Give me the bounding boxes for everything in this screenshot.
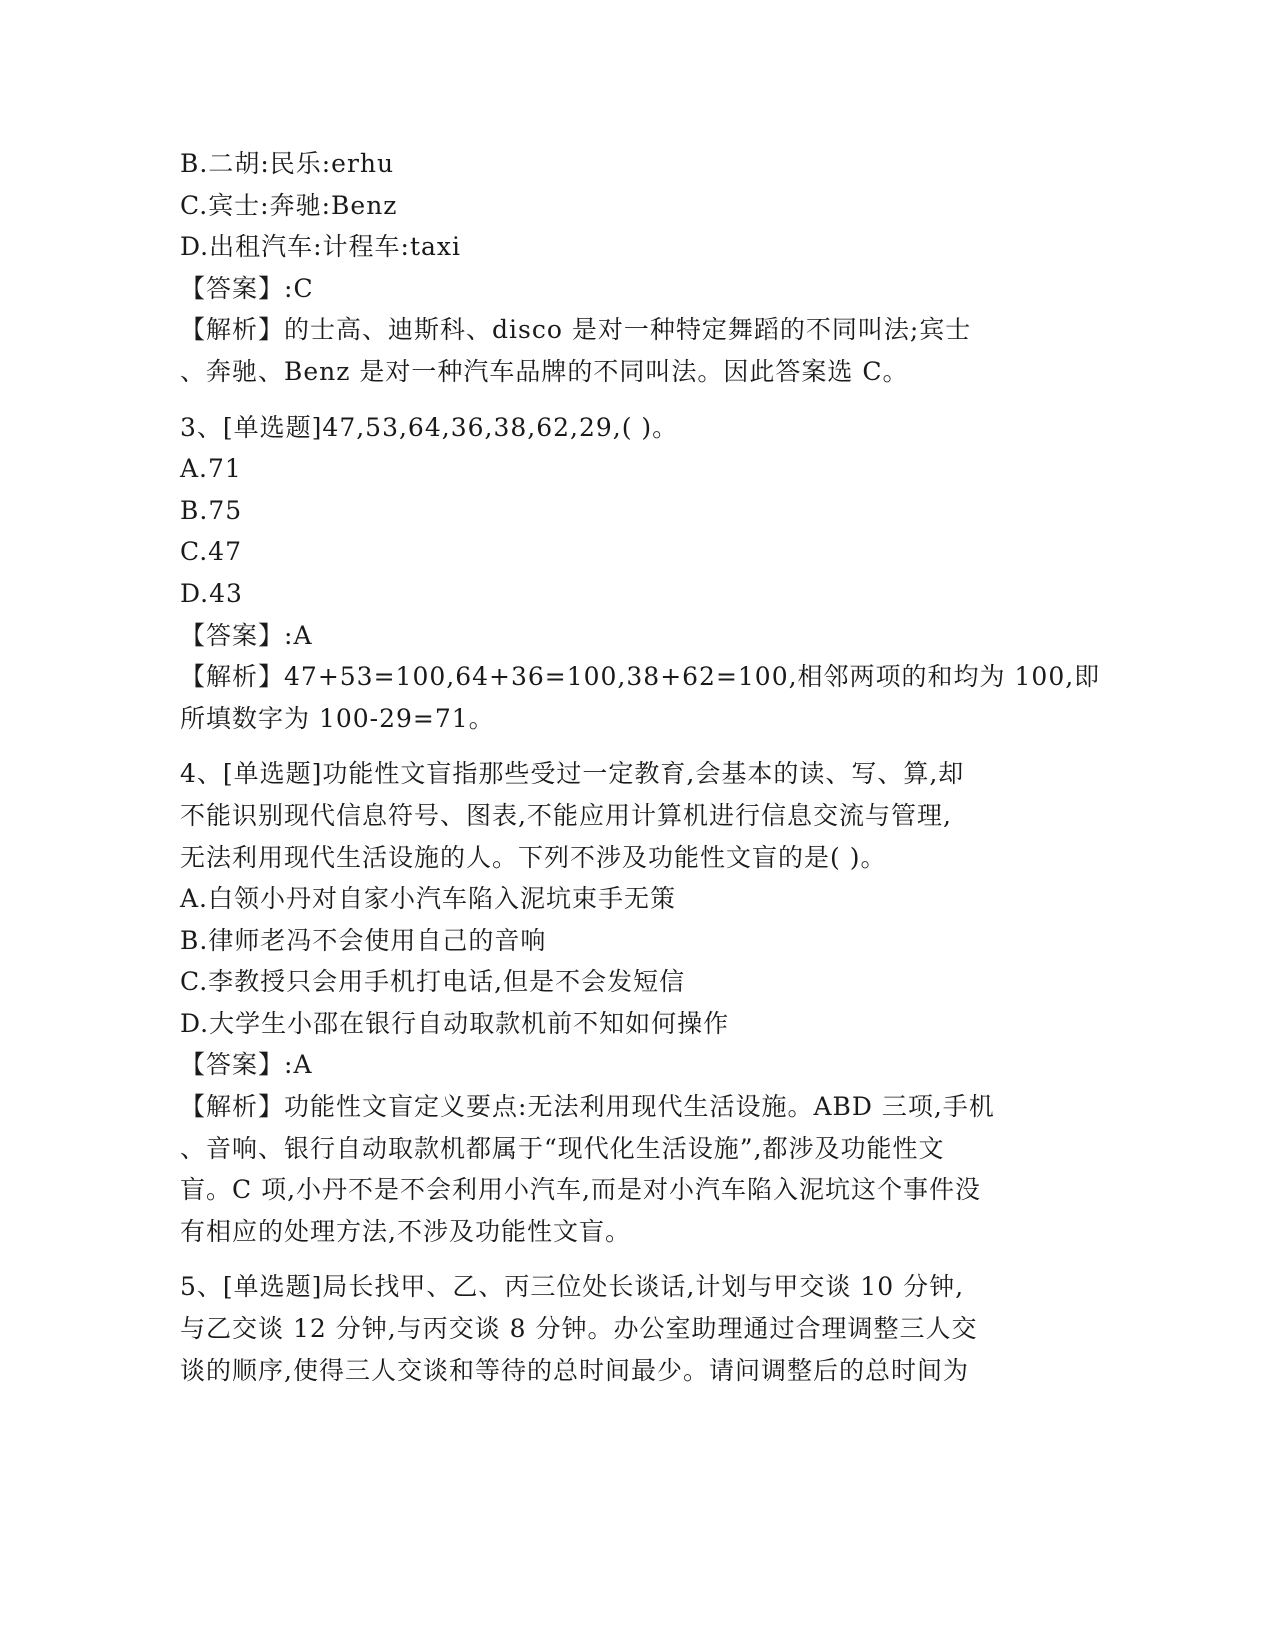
question-3 [180,407,1101,740]
question-stem: 不能识别现代信息符号、图表,不能应用计算机进行信息交流与管理, [180,800,952,830]
analysis-text: 的士高、迪斯科、disco 是对一种特定舞蹈的不同叫法;宾士 [284,315,972,345]
question-2-tail [180,143,1080,393]
option-c: C.李教授只会用手机打电话,但是不会发短信 [180,967,686,997]
analysis-text: 47+53=100,64+36=100,38+62=100,相邻两项的和均为 100,即 [284,662,1101,692]
analysis-line: 、音响、银行自动取款机都属于“现代化生活设施”,都涉及功能性文 [180,1133,945,1163]
question-stem: 与乙交谈 12 分钟,与丙交谈 8 分钟。办公室助理通过合理调整三人交 [180,1314,978,1344]
answer-line [180,1044,1080,1086]
analysis-label: 【解析】 [180,662,285,692]
analysis-line [180,656,1101,698]
answer-line [180,615,1080,657]
answer-label: 【答案】 [180,1050,285,1080]
analysis-label: 【解析】 [180,1092,285,1122]
option-a: A.71 [180,454,242,484]
question-stem: 谈的顺序,使得三人交谈和等待的总时间最少。请问调整后的总时间为 [180,1355,969,1385]
option-d: D.43 [180,578,243,608]
question-stem: 无法利用现代生活设施的人。下列不涉及功能性文盲的是( )。 [180,842,887,872]
answer-value: :C [284,273,314,303]
answer-value: :A [284,620,313,650]
question-4 [180,753,1080,1252]
question-stem: 4、[单选题]功能性文盲指那些受过一定教育,会基本的读、写、算,却 [180,759,965,789]
option-d: D.大学生小邵在银行自动取款机前不知如何操作 [180,1008,730,1038]
answer-label: 【答案】 [180,620,285,650]
analysis-line: 有相应的处理方法,不涉及功能性文盲。 [180,1216,631,1246]
question-5 [180,1266,1080,1391]
option-b: B.75 [180,495,243,525]
option-d: D.出租汽车:计程车:taxi [180,232,461,262]
answer-value: :A [284,1050,313,1080]
option-c: C.宾士:奔驰:Benz [180,190,398,220]
analysis-line: 所填数字为 100-29=71。 [180,703,495,733]
option-b: B.二胡:民乐:erhu [180,149,395,178]
document-page [180,143,1101,1391]
analysis-line [180,309,1080,351]
analysis-label: 【解析】 [180,315,285,345]
answer-line [180,268,1080,310]
option-a: A.白领小丹对自家小汽车陷入泥坑束手无策 [180,884,677,914]
analysis-line: 盲。C 项,小丹不是不会利用小汽车,而是对小汽车陷入泥坑这个事件没 [180,1175,981,1205]
analysis-text: 功能性文盲定义要点:无法利用现代生活设施。ABD 三项,手机 [284,1092,995,1122]
option-b: B.律师老冯不会使用自己的音响 [180,925,547,955]
option-c: C.47 [180,537,242,567]
answer-label: 【答案】 [180,273,285,303]
question-stem: 5、[单选题]局长找甲、乙、丙三位处长谈话,计划与甲交谈 10 分钟, [180,1272,965,1302]
analysis-line: 、奔驰、Benz 是对一种汽车品牌的不同叫法。因此答案选 C。 [180,356,909,386]
question-stem: 3、[单选题]47,53,64,36,38,62,29,( )。 [180,412,679,442]
analysis-line [180,1086,1080,1128]
